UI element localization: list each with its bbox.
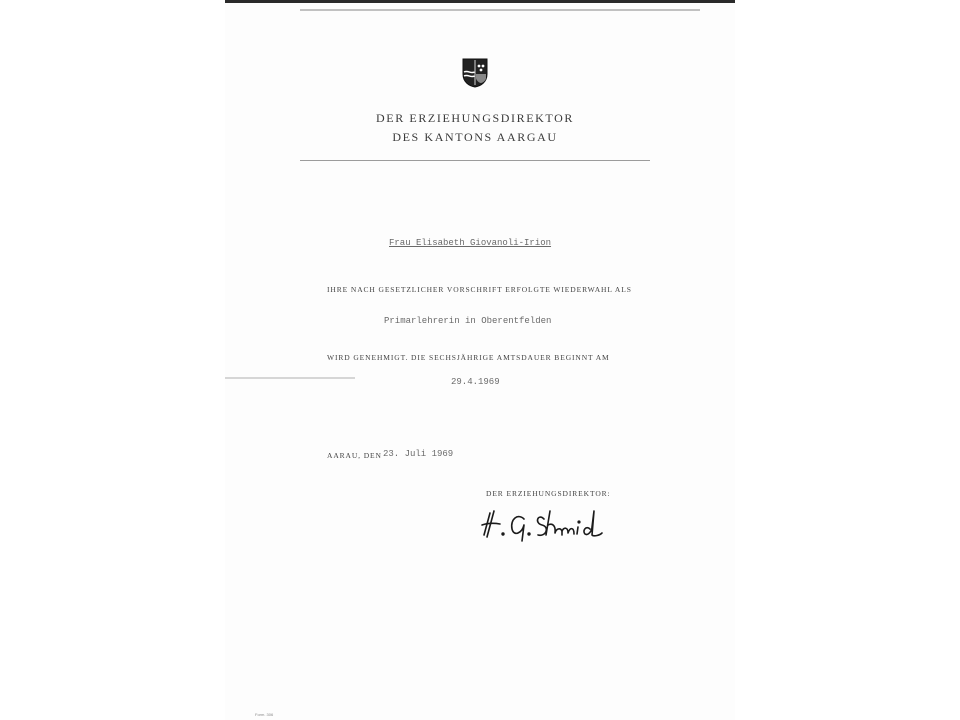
dateline-place: AARAU, DEN [327,451,382,460]
letterhead-subtitle: DES KANTONS AARGAU [392,130,558,144]
scan-edge [225,0,735,3]
scan-smudge [225,377,355,379]
scan-edge-shadow [300,9,700,11]
letterhead-title: DER ERZIEHUNGSDIREKTOR [376,111,574,125]
body-text-approval: WIRD GENEHMIGT. DIE SECHSJÄHRIGE AMTSDAUER BEGINNT AM [327,353,610,362]
letterhead-divider [300,160,650,161]
form-number: Form. 306 [255,712,274,717]
coat-of-arms-icon [462,58,488,88]
body-text-reelection: IHRE NACH GESETZLICHER VORSCHRIFT ERFOLGTE WIEDERWAHL ALS [327,285,632,294]
signatory-title: DER ERZIEHUNGSDIREKTOR: [486,489,611,498]
position-title: Primarlehrerin in Oberentfelden [384,316,552,326]
handwritten-signature [476,505,626,545]
term-start-date: 29.4.1969 [451,377,500,387]
recipient-name: Frau Elisabeth Giovanoli-Irion [389,238,552,248]
dateline-date: 23. Juli 1969 [383,449,454,459]
